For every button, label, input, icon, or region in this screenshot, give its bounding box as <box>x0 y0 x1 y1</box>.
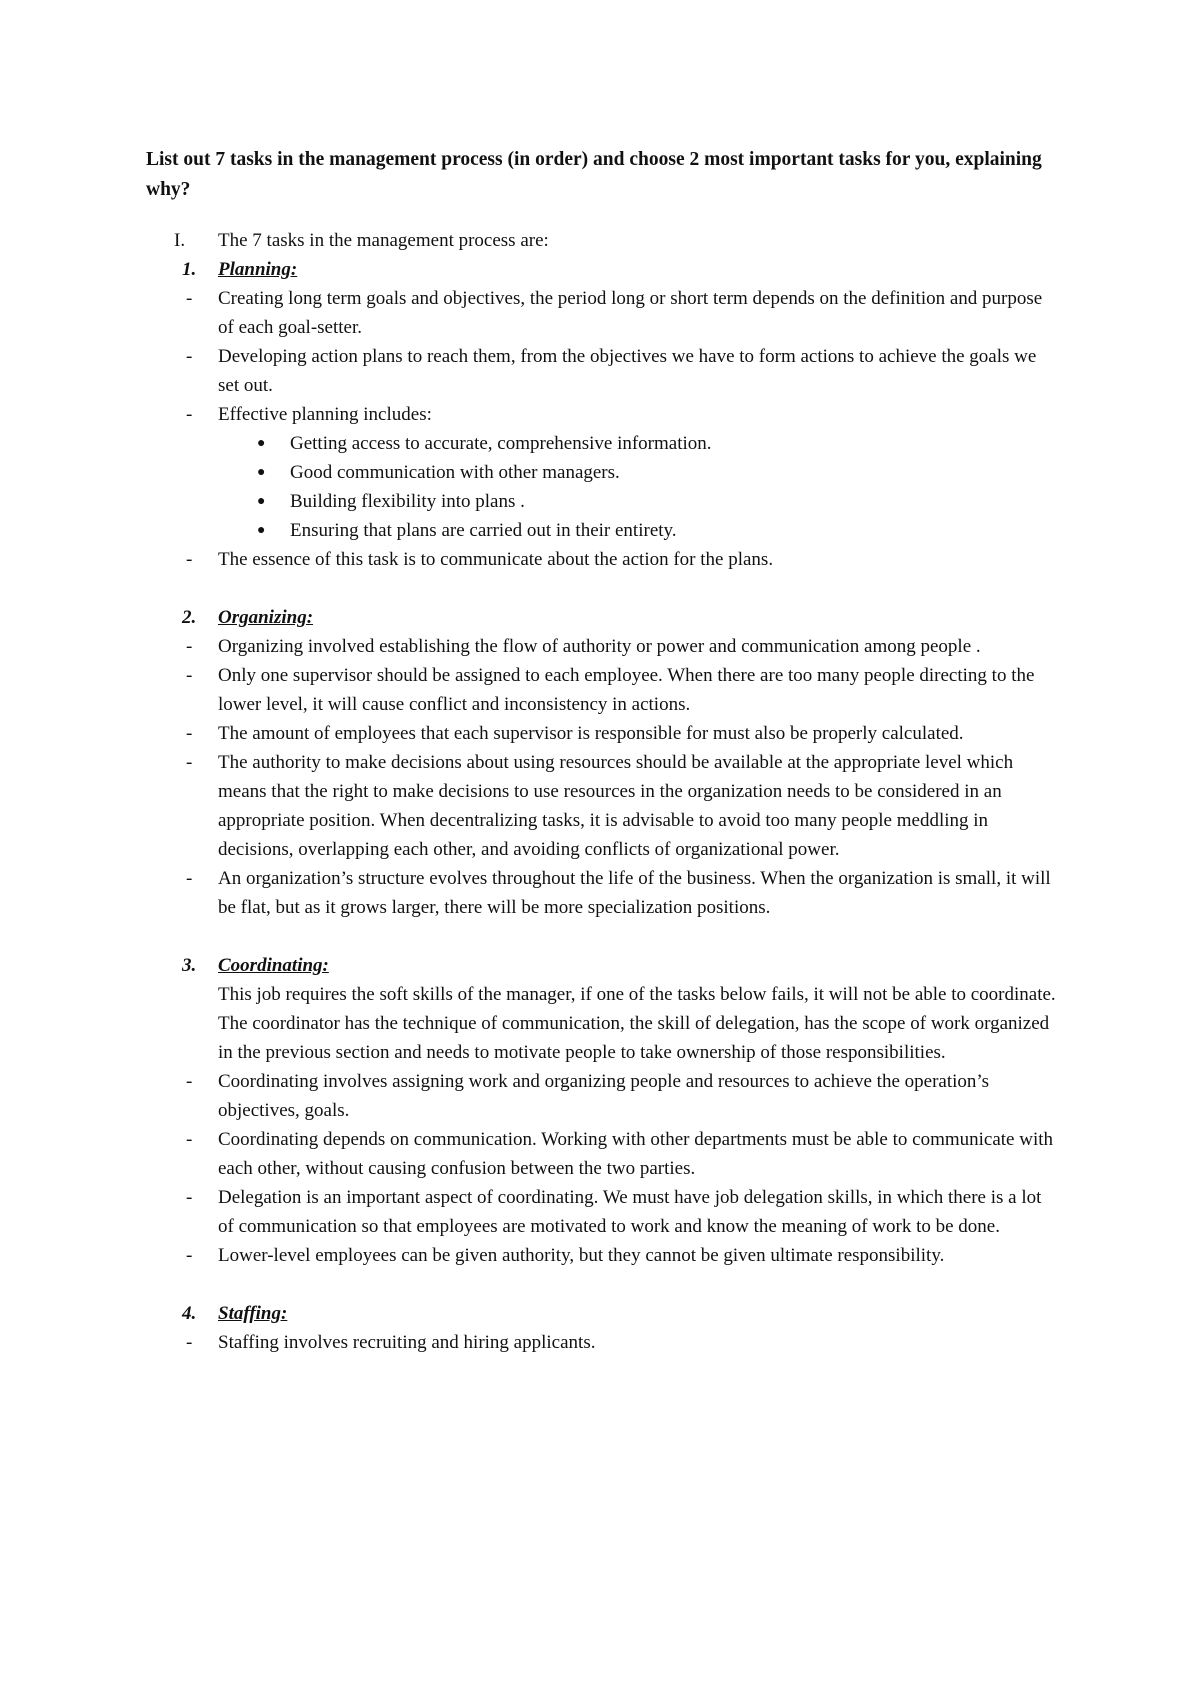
bullet-item <box>0 429 1200 458</box>
section-number: 4. <box>182 1303 197 1324</box>
list-item-text: Staffing involves recruiting and hiring applicants. <box>218 1332 596 1353</box>
list-item-text: Only one supervisor should be assigned to each employee. When there are too many people directing to the lower level, it will cause conflict and inconsistency in actions. <box>218 665 1035 715</box>
section-heading-coordinating <box>0 951 1200 980</box>
section-heading-staffing <box>0 1299 1200 1328</box>
bullet-item <box>0 458 1200 487</box>
list-item <box>0 719 1200 748</box>
list-item <box>0 342 1200 400</box>
document-title: List out 7 tasks in the management process (in order) and choose 2 most important tasks for you, explaining why? <box>146 149 1042 200</box>
section-number: 1. <box>182 259 197 280</box>
bullet-dot-icon: ● <box>257 494 266 509</box>
bullet-item <box>0 516 1200 545</box>
dash-marker: - <box>186 288 193 309</box>
bullet-dot-icon: ● <box>257 523 266 538</box>
bullet-item-text: Ensuring that plans are carried out in their entirety. <box>290 520 677 541</box>
dash-marker: - <box>186 1129 193 1150</box>
bullet-item <box>0 487 1200 516</box>
section-heading-organizing <box>0 603 1200 632</box>
list-item-text: Lower-level employees can be given authority, but they cannot be given ultimate responsibility. <box>218 1245 945 1266</box>
list-item <box>0 632 1200 661</box>
list-item-text: An organization’s structure evolves throughout the life of the business. When the organization is small, it will be flat, but as it grows larger, there will be more specialization positions. <box>218 868 1051 918</box>
dash-marker: - <box>186 665 193 686</box>
bullet-dot-icon: ● <box>257 465 266 480</box>
list-item-text: Developing action plans to reach them, from the objectives we have to form actions to achieve the goals we set out. <box>218 346 1037 396</box>
list-item <box>0 545 1200 574</box>
list-item-text: Coordinating depends on communication. Working with other departments must be able to communicate with each other, without causing confusion between the two parties. <box>218 1129 1054 1179</box>
list-item-text: The amount of employees that each supervisor is responsible for must also be properly calculated. <box>218 723 964 744</box>
list-item <box>0 1125 1200 1183</box>
dash-marker: - <box>186 636 193 657</box>
bullet-dot-icon: ● <box>257 436 266 451</box>
list-item <box>0 661 1200 719</box>
dash-marker: - <box>186 1245 193 1266</box>
roman-numeral: I. <box>174 230 186 251</box>
dash-marker: - <box>186 752 193 773</box>
section-spacer <box>0 574 1200 603</box>
list-item-text: The essence of this task is to communicate about the action for the plans. <box>218 549 774 570</box>
dash-marker: - <box>186 346 193 367</box>
section-heading-planning <box>0 255 1200 284</box>
dash-marker: - <box>186 1332 193 1353</box>
section-number: 2. <box>182 607 197 628</box>
bullet-item-text: Good communication with other managers. <box>290 462 620 483</box>
list-item <box>0 284 1200 342</box>
section-number: 3. <box>182 955 197 976</box>
dash-marker: - <box>186 1187 193 1208</box>
bullet-item-text: Getting access to accurate, comprehensive information. <box>290 433 712 454</box>
section-spacer <box>0 922 1200 951</box>
list-item-text: Delegation is an important aspect of coordinating. We must have job delegation skills, in which there is a lot of communication so that employees are motivated to work and know the meaning of work to be done. <box>218 1187 1042 1237</box>
dash-marker: - <box>186 549 193 570</box>
section-spacer <box>0 1270 1200 1299</box>
list-item-text: Creating long term goals and objectives, the period long or short term depends on the definition and purpose of each goal-setter. <box>218 288 1043 338</box>
section-heading-label: Staffing: <box>218 1303 288 1324</box>
list-item <box>0 1067 1200 1125</box>
section-heading-label: Planning: <box>218 259 298 280</box>
dash-marker: - <box>186 868 193 889</box>
intro-line <box>0 226 1200 255</box>
list-item <box>0 1328 1200 1357</box>
list-item-text: Effective planning includes: <box>218 404 432 425</box>
list-item-text: Organizing involved establishing the flow of authority or power and communication among people . <box>218 636 981 657</box>
list-item-text: The authority to make decisions about using resources should be available at the appropriate level which means that the right to make decisions to use resources in the organization needs to be considered in an appropriate position. When decentralizing tasks, it is advisable to avoid too many people meddling in decisions, overlapping each other, and avoiding conflicts of organizational power. <box>218 752 1014 860</box>
list-item <box>0 1183 1200 1241</box>
dash-marker: - <box>186 723 193 744</box>
dash-marker: - <box>186 404 193 425</box>
document-body <box>0 226 1200 1357</box>
list-item <box>0 748 1200 864</box>
section-heading-label: Coordinating: <box>218 955 329 976</box>
list-item <box>0 1241 1200 1270</box>
intro-text: The 7 tasks in the management process are: <box>218 230 549 251</box>
bullet-item-text: Building flexibility into plans . <box>290 491 525 512</box>
dash-marker: - <box>186 1071 193 1092</box>
list-item-text: Coordinating involves assigning work and organizing people and resources to achieve the operation’s objectives, goals. <box>218 1071 990 1121</box>
section-paragraph: This job requires the soft skills of the manager, if one of the tasks below fails, it will not be able to coordinate. The coordinator has the technique of communication, the skill of delegation, has the scope of work organized in the previous section and needs to motivate people to take ownership of those responsibilities. <box>218 984 1056 1063</box>
section-heading-label: Organizing: <box>218 607 314 628</box>
list-item <box>0 864 1200 922</box>
list-item <box>0 400 1200 429</box>
